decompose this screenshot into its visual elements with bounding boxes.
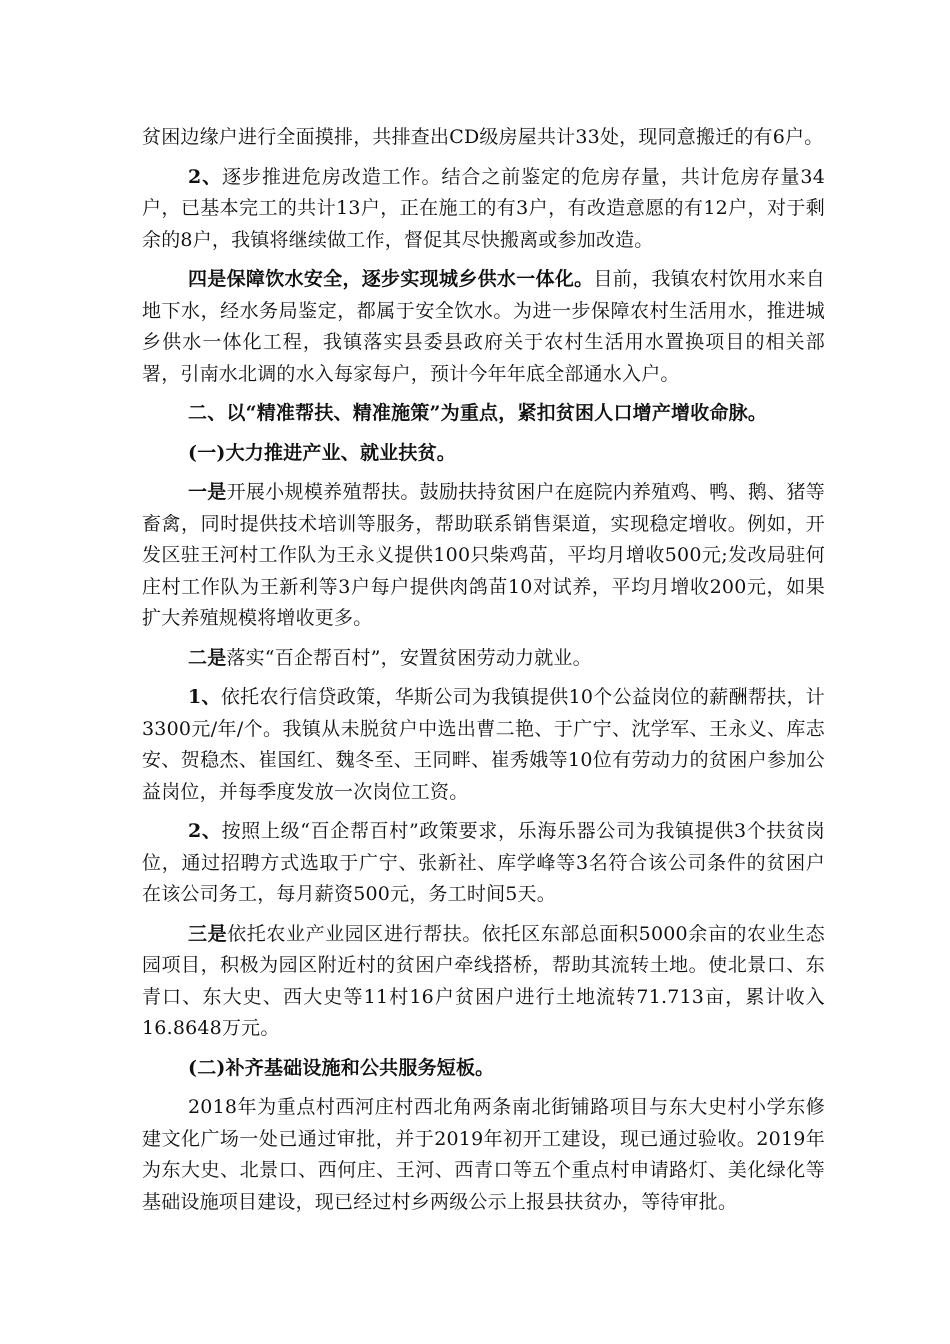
paragraph-text: 落实“百企帮百村”，安置贫困劳动力就业。: [226, 646, 592, 669]
paragraph-public-posts: [142, 682, 825, 808]
paragraph-lead: 四是保障饮水安全，逐步实现城乡供水一体化。: [188, 268, 594, 290]
section-heading-two: [142, 398, 825, 430]
paragraph-small-breeding: [142, 477, 825, 635]
paragraph-text: 贫困边缘户进行全面摸排，共排查出CD级房屋共计33处，现同意搬迁的有6户。: [142, 126, 824, 148]
paragraph-text: 逐步推进危房改造工作。结合之前鉴定的危房存量，共计危房存量34户，已基本完工的共计13户，正在施工的有3户，有改造意愿的有12户，对于剩余的8户，我镇将继续做工作，督促其尽快搬离或参加改造。: [142, 165, 825, 251]
paragraph-lead: 二是: [188, 646, 227, 669]
paragraph-agri-park: [142, 919, 825, 1045]
subsection-heading-one: [142, 438, 825, 470]
subsection-heading-two: [142, 1053, 825, 1085]
paragraph-lead: 三是: [188, 922, 228, 945]
paragraph-text: 依托农行信贷政策，华斯公司为我镇提供10个公益岗位的薪酬帮扶，计3300元/年/个。我镇从未脱贫户中选出曹二艳、于广宁、沈学军、王永义、库志安、贺稳杰、崔国红、魏冬至、王同畔、崔秀娥等10位有劳动力的贫困户参加公益岗位，并每季度发放一次岗位工资。: [142, 686, 825, 803]
paragraph-text: 开展小规模养殖帮扶。鼓励扶持贫困户在庭院内养殖鸡、鸭、鹅、猪等畜禽，同时提供技术培训等服务，帮助联系销售渠道，实现稳定增收。例如，开发区驻王河村工作队为王永义提供100只柴鸡苗，平均月增收500元;发改局驻何庄村工作队为王新利等3户每户提供肉鸽苗10对试养，平均月增收200元，如果扩大养殖规模将增收更多。: [142, 481, 826, 629]
paragraph-text: 依托农业产业园区进行帮扶。依托区东部总面积5000余亩的农业生态园项目，积极为园区附近村的贫困户牵线搭桥，帮助其流转土地。使北景口、东青口、东大史、西大史等11村16户贫困户进行土地流转71.713亩，累计收入16.8648万元。: [142, 922, 825, 1039]
paragraph-infrastructure: [142, 1092, 825, 1218]
subsection-heading-text: (一)大力推进产业、就业扶贫。: [188, 441, 456, 464]
paragraph-text: 2018年为重点村西河庄村西北角两条南北街铺路项目与东大史村小学东修建文化广场一处已通过审批，并于2019年初开工建设，现已通过验收。2019年为东大史、北景口、西何庄、王河、西青口等五个重点村申请路灯、美化绿化等基础设施项目建设，现已经过村乡两级公示上报县扶贫办，等待审批。: [142, 1096, 825, 1213]
paragraph-text: 目前，我镇农村饮用水来自地下水，经水务局鉴定，都属于安全饮水。为进一步保障农村生活用水，推进城乡供水一体化工程，我镇落实县委县政府关于农村生活用水置换项目的相关部署，引南水北调的水入每家每户，预计今年年底全部通水入户。: [142, 268, 826, 385]
document-page: [142, 122, 825, 1226]
paragraph-lead: 一是: [188, 481, 227, 503]
paragraph-water-safety: [142, 264, 825, 390]
paragraph-lead: 2、: [188, 820, 222, 842]
paragraph-poverty-jobs: [142, 816, 825, 911]
paragraph-housing-survey: [142, 122, 825, 154]
paragraph-enterprise-help: [142, 643, 825, 675]
paragraph-lead: 2、: [188, 165, 223, 188]
subsection-heading-text: (二)补齐基础设施和公共服务短板。: [188, 1056, 495, 1079]
paragraph-housing-renovation: [142, 162, 825, 257]
section-heading-text: 二、以“精准帮扶、精准施策”为重点，紧扣贫困人口增产增收命脉。: [188, 402, 768, 424]
paragraph-lead: 1、: [188, 686, 221, 708]
paragraph-text: 按照上级“百企帮百村”政策要求，乐海乐器公司为我镇提供3个扶贫岗位，通过招聘方式选取于广宁、张新社、库学峰等3名符合该公司条件的贫困户在该公司务工，每月薪资500元，务工时间5天。: [142, 820, 825, 905]
